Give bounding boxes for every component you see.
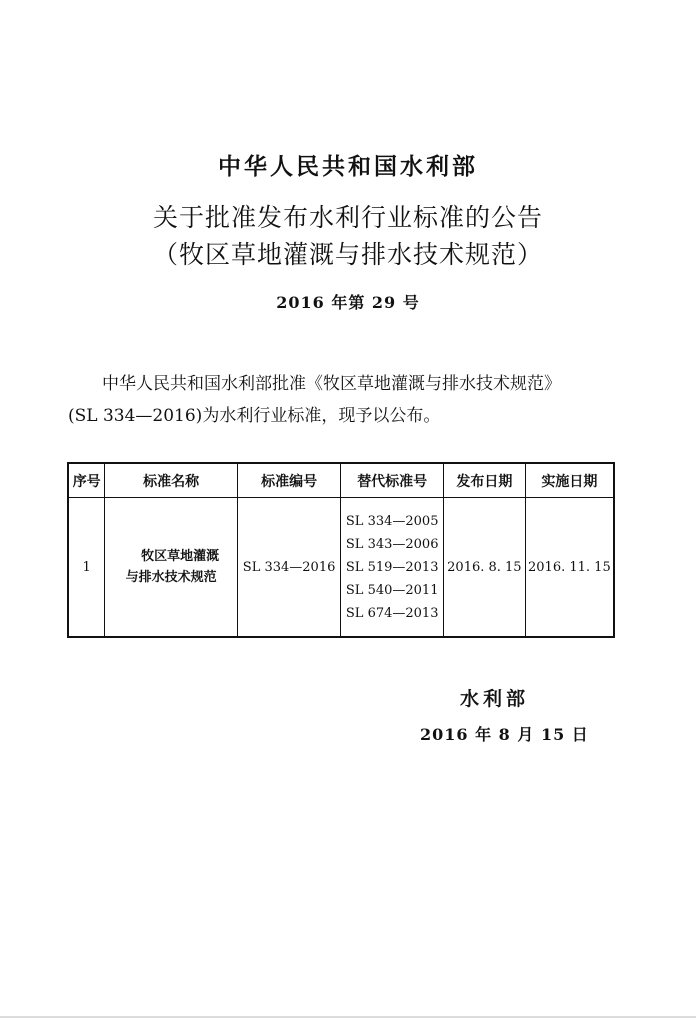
cell-code: SL 334—2016 [237,498,341,638]
replaced-code: SL 540—2011 [345,582,439,598]
name-line-2: 与排水技术规范 [125,570,217,585]
table-header-row [68,463,614,498]
header-code: 标准编号 [237,463,341,498]
header-issue-date: 发布日期 [444,463,526,498]
header-name: 标准名称 [105,463,237,498]
body-line-2: (SL 334—2016)为水利行业标准，现予以公布。 [68,406,441,426]
announcement-number: 2016 年第 29 号 [276,293,420,312]
replaced-code: SL 334—2005 [345,513,439,529]
cell-replaced [341,498,444,638]
announcement-title: 关于批准发布水利行业标准的公告 [152,203,543,232]
signature-date: 2016 年 8 月 15 日 [420,725,589,744]
header-seq: 序号 [68,463,105,498]
issuing-ministry: 中华人民共和国水利部 [218,153,478,180]
page-bottom-edge [0,1016,696,1018]
standards-table [67,462,615,638]
replaced-code: SL 519—2013 [345,559,439,575]
announcement-subtitle: （牧区草地灌溉与排水技术规范） [152,240,543,269]
header-effective-date: 实施日期 [525,463,614,498]
replaced-code: SL 674—2013 [345,605,439,621]
cell-name [105,498,237,638]
header-replaced: 替代标准号 [341,463,444,498]
name-line-1: 牧区草地灌溉 [141,549,220,564]
cell-seq: 1 [68,498,105,638]
cell-effective-date: 2016. 11. 15 [525,498,614,638]
cell-issue-date: 2016. 8. 15 [444,498,526,638]
signature-issuer: 水利部 [460,688,530,710]
announcement-body [68,368,628,432]
table-row [68,498,614,638]
body-line-1: 中华人民共和国水利部批准《牧区草地灌溉与排水技术规范》 [102,374,561,394]
replaced-code: SL 343—2006 [345,536,439,552]
